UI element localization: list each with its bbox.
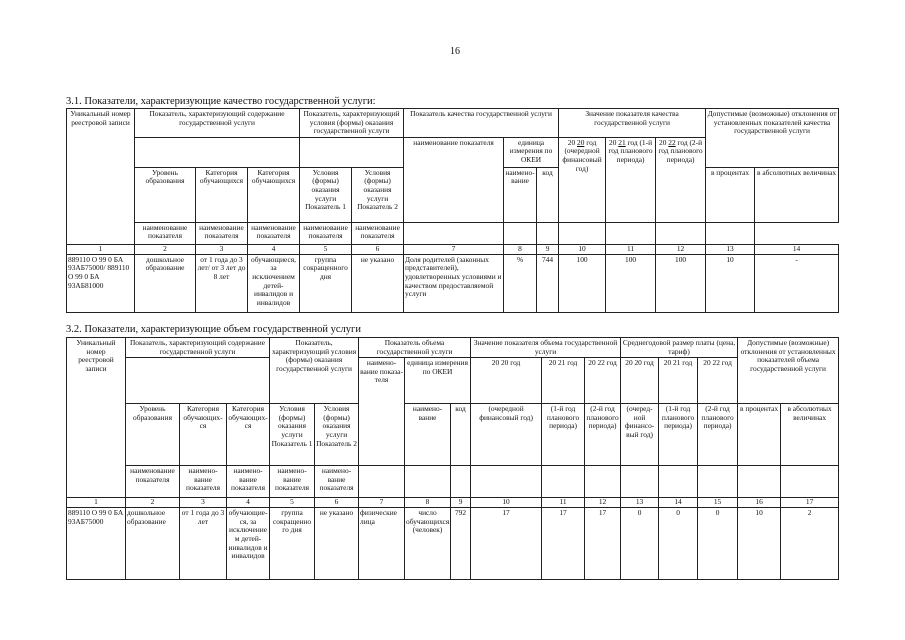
condition1-header: Условия (формы) оказания услуги Показатель 1 [300, 167, 352, 222]
quality-table [66, 108, 839, 313]
col-number: 7 [404, 244, 504, 254]
condition-header: Показатель, характеризующий условия (формы) оказания государственной услуги [270, 338, 359, 404]
col-number: 10 [471, 498, 542, 508]
deviation-percent-cell: 10 [738, 508, 781, 580]
value2-cell: 100 [606, 254, 656, 312]
section1-title: 3.1. Показатели, характеризующие качество государственной услуги: [66, 96, 376, 107]
unit-name-header: наимено-вание [405, 404, 451, 466]
condition2-cell: не указано [315, 508, 359, 580]
category2-cell: обучающие-ся, за исключение м детей-инвалидов и инвалидов [227, 508, 270, 580]
level-header: Уровень образования [135, 167, 196, 222]
ind-name-label: наимено-вание показателя [315, 466, 359, 498]
col-number: 3 [180, 498, 227, 508]
unit-name-cell: число обучающихся (человек) [405, 508, 451, 580]
col-number: 16 [738, 498, 781, 508]
category1-cell: от 1 года до 3 лет/ от 3 лет до 8 лет [196, 254, 248, 312]
table-row [67, 254, 839, 312]
col-number: 9 [451, 498, 471, 508]
ind-name-label: наименование показателя [135, 222, 196, 244]
volume-table [66, 337, 839, 580]
col-number: 12 [585, 498, 621, 508]
condition2-header: Условия (формы) оказания услуги Показатель 2 [352, 167, 404, 222]
col-number: 1 [67, 244, 135, 254]
content-blank [135, 137, 300, 167]
col-number: 12 [656, 244, 706, 254]
unit-name-header: наимено-вание [504, 167, 537, 222]
period3-header: (2-й год планового периода) [585, 404, 621, 466]
condition2-header: Условия (формы) оказания услуги Показатель 2 [315, 404, 359, 466]
category2-header: Категория обучающихся [248, 167, 300, 222]
deviation-header: Допустимые (возможные) отклонения от установленных показателей объема государственной услуги [738, 338, 839, 404]
fee-period2-header: (1-й год планового периода) [659, 404, 698, 466]
fee-period1-header: (очеред-ной финансо-вый год) [621, 404, 659, 466]
reg-number-cell: 889110 О 99 0 БА 93АБ75000/ 889110 О 99 0 БА 93АБ81000 [67, 254, 135, 312]
ind-name-label: наимено-вание показателя [270, 466, 315, 498]
col-number: 14 [659, 498, 698, 508]
col-number: 8 [405, 498, 451, 508]
reg-number-cell: 889110 О 99 0 БА 93АБ75000 [67, 508, 126, 580]
col-number: 1 [67, 498, 126, 508]
condition1-header: Условия (формы) оказания услуги Показатель 1 [270, 404, 315, 466]
reg-header: Уникальный номер реестровой записи [67, 109, 135, 245]
page-number: 16 [450, 46, 460, 57]
content-blank [126, 358, 270, 404]
value1-cell: 17 [471, 508, 542, 580]
col-number: 17 [781, 498, 839, 508]
fee2-cell: 0 [659, 508, 698, 580]
unit-code-header: код [537, 167, 559, 222]
col-number: 9 [537, 244, 559, 254]
condition2-cell: не указано [352, 254, 404, 312]
category1-header: Категория обучающихся [196, 167, 248, 222]
col-number: 6 [315, 498, 359, 508]
unit-code-cell: 744 [537, 254, 559, 312]
col-number: 7 [359, 498, 405, 508]
col-number: 11 [606, 244, 656, 254]
category2-cell: обучающиеся, за исключением детей-инвалидов и инвалидов [248, 254, 300, 312]
deviation-absolute-cell: 2 [781, 508, 839, 580]
percent-header: в процентах [738, 404, 781, 466]
col-number: 4 [248, 244, 300, 254]
deviation-percent-cell: 10 [706, 254, 755, 312]
reg-header: Уникальный номер реестровой записи [67, 338, 126, 498]
fee-year3-header: 20 22 год [698, 358, 738, 404]
period2-header: (1-й год планового периода) [542, 404, 585, 466]
col-number: 14 [755, 244, 839, 254]
fee-year1-header: 20 20 год [621, 358, 659, 404]
content-header: Показатель, характеризующий содержание государственной услуги [135, 109, 300, 138]
value2-cell: 17 [542, 508, 585, 580]
level-cell: дошкольное образование [126, 508, 180, 580]
unit-name-cell: % [504, 254, 537, 312]
fee3-cell: 0 [698, 508, 738, 580]
period1-header: (очередной финансовый год) [471, 404, 542, 466]
col-number: 5 [270, 498, 315, 508]
indicator-name-header: наименование показателя [404, 137, 504, 222]
condition-blank [300, 137, 404, 167]
value3-cell: 17 [585, 508, 621, 580]
col-number: 6 [352, 244, 404, 254]
col-number: 15 [698, 498, 738, 508]
col-number: 10 [559, 244, 606, 254]
ind-name-label: наимено-вание показателя [227, 466, 270, 498]
category2-header: Категория обучающих-ся [227, 404, 270, 466]
section2-title: 3.2. Показатели, характеризующие объем государственной услуги [66, 324, 361, 335]
value3-cell: 100 [656, 254, 706, 312]
condition1-cell: группа сокращенного дня [300, 254, 352, 312]
indicator-cell: физические лица [359, 508, 405, 580]
unit-header: единица измерения по ОКЕИ [405, 358, 471, 404]
value-header: Значение показателя объема государственной услуги [471, 338, 621, 358]
year2-header: 20 21 год [542, 358, 585, 404]
absolute-header: в абсолютных величинах [755, 167, 839, 222]
fee-period3-header: (2-й год планового периода) [698, 404, 738, 466]
year3-header: 20 22 год (2-й год планового периода) [656, 137, 706, 222]
condition1-cell: группа сокращенно го дня [270, 508, 315, 580]
unit-header: единица измерения по ОКЕИ [504, 137, 559, 167]
year1-header: 20 20 год (очередной финансовый год) [559, 137, 606, 222]
col-number: 11 [542, 498, 585, 508]
ind-name-label: наименование показателя [300, 222, 352, 244]
col-number: 4 [227, 498, 270, 508]
deviation-absolute-cell: - [755, 254, 839, 312]
fee1-cell: 0 [621, 508, 659, 580]
volume-header: Показатель объема государственной услуги [359, 338, 471, 358]
table-row [67, 508, 839, 580]
percent-header: в процентах [706, 167, 755, 222]
col-number: 13 [706, 244, 755, 254]
col-number: 2 [135, 244, 196, 254]
col-number: 8 [504, 244, 537, 254]
ind-name-label: наименование показателя [196, 222, 248, 244]
fee-header: Среднегодовой размер платы (цена, тариф) [621, 338, 738, 358]
col-number: 13 [621, 498, 659, 508]
indicator-name-header: наимено-вание показа-теля [359, 358, 405, 466]
value1-cell: 100 [559, 254, 606, 312]
quality-header: Показатель качества государственной услуги [404, 109, 559, 138]
ind-name-label: наименование показателя [248, 222, 300, 244]
year1-header: 20 20 год [471, 358, 542, 404]
category1-cell: от 1 года до 3 лет [180, 508, 227, 580]
column-number-row [67, 244, 839, 254]
unit-code-header: код [451, 404, 471, 466]
col-number: 3 [196, 244, 248, 254]
year2-header: 20 21 год (1-й год планового периода) [606, 137, 656, 222]
indicator-cell: Доля родителей (законных представителей), удовлетворенных условиями и качеством предоставляемой услуги [404, 254, 504, 312]
col-number: 5 [300, 244, 352, 254]
condition-header: Показатель, характеризующий условия (формы) оказания государственной услуги [300, 109, 404, 138]
ind-name-label: наимено-вание показателя [180, 466, 227, 498]
content-header: Показатель, характеризующий содержание государственной услуги [126, 338, 270, 358]
ind-name-label: наименование показателя [126, 466, 180, 498]
category1-header: Категория обучающих-ся [180, 404, 227, 466]
level-cell: дошкольное образование [135, 254, 196, 312]
year3-header: 20 22 год [585, 358, 621, 404]
column-number-row [67, 498, 839, 508]
value-header: Значение показателя качества государственной услуги [559, 109, 706, 138]
ind-name-label: наименование показателя [352, 222, 404, 244]
unit-code-cell: 792 [451, 508, 471, 580]
deviation-header: Допустимые (возможные) отклонения от установленных показателей качества государственной услуги [706, 109, 839, 168]
level-header: Уровень образования [126, 404, 180, 466]
fee-year2-header: 20 21 год [659, 358, 698, 404]
absolute-header: в абсолютных величинах [781, 404, 839, 466]
col-number: 2 [126, 498, 180, 508]
